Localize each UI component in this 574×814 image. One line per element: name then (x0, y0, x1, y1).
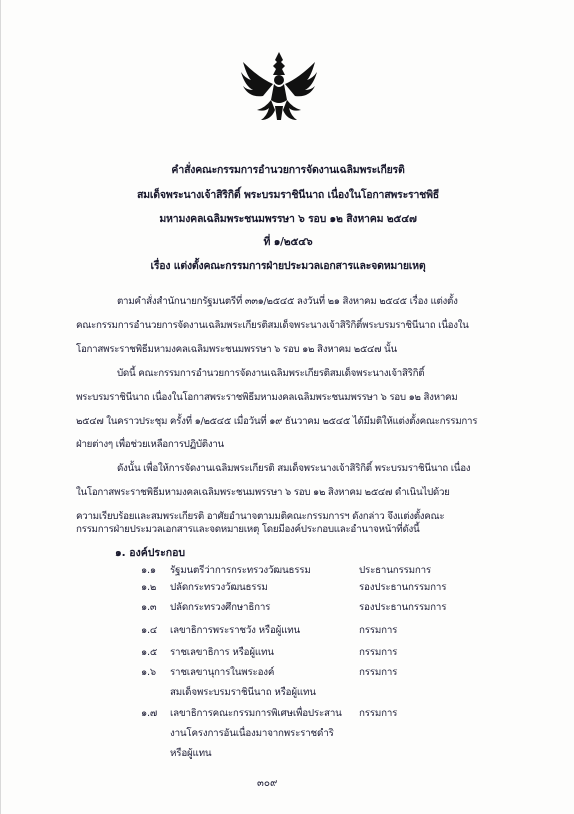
paragraph-2-line-4: ฝ่ายต่างๆ เพื่อช่วยเหลือการปฏิบัติงาน (76, 439, 224, 450)
paragraph-1-line-2: คณะกรรมการอำนวยการจัดงานเฉลิมพระเกียรติสมเด็จพระนางเจ้าสิริกิติ์พระบรมราชินีนาถ เนื่องใน (76, 320, 469, 331)
member-name: เลขาธิการพระราชวัง หรือผู้แทน (170, 625, 301, 636)
member-role: ประธานกรรมการ (359, 565, 431, 576)
paragraph-3-line-4: กรรมการฝ่ายประมวลเอกสารและจดหมายเหตุ โดยมีองค์ประกอบและอำนาจหน้าที่ดังนี้ (76, 524, 420, 535)
member-name: ปลัดกระทรวงวัฒนธรรม (170, 582, 268, 593)
garuda-emblem-icon (237, 50, 321, 128)
member-role: กรรมการ (359, 625, 398, 636)
member-role: รองประธานกรรมการ (359, 602, 447, 613)
member-number: ๑.๒ (141, 582, 157, 593)
page-number: ๓๐๙ (257, 778, 278, 789)
paragraph-3-line-2: ในโอกาสพระราชพิธีมหามงคลเฉลิมพระชนมพรรษา ๖ รอบ ๑๒ สิงหาคม ๒๕๔๗ ดำเนินไปด้วย (76, 487, 450, 498)
member-name: รัฐมนตรีว่าการกระทรวงวัฒนธรรม (170, 565, 311, 576)
member-name-line-2: งานโครงการอันเนื่องมาจากพระราชดำริ (170, 728, 334, 739)
paragraph-1-line-1: ตามคำสั่งสำนักนายกรัฐมนตรีที่ ๓๓๑/๒๕๔๕ ลงวันที่ ๒๑ สิงหาคม ๒๕๔๕ เรื่อง แต่งตั้ง (117, 296, 458, 307)
member-name-line-2: สมเด็จพระบรมราชินีนาถ หรือผู้แทน (170, 687, 316, 698)
member-name: ปลัดกระทรวงศึกษาธิการ (170, 602, 271, 613)
member-role: กรรมการ (359, 708, 398, 719)
member-number: ๑.๔ (141, 625, 158, 636)
member-role: กรรมการ (359, 647, 398, 658)
member-name: เลขาธิการคณะกรรมการพิเศษเพื่อประสาน (170, 708, 342, 719)
order-title-line2: สมเด็จพระนางเจ้าสิริกิติ์ พระบรมราชินีนาถ เนื่องในโอกาสพระราชพิธี (136, 189, 440, 201)
order-number: ที่ ๑/๒๕๔๖ (263, 236, 313, 248)
member-name: ราชเลขาธิการ หรือผู้แทน (170, 647, 274, 658)
member-role: รองประธานกรรมการ (359, 582, 447, 593)
member-number: ๑.๑ (141, 565, 156, 576)
order-subject: เรื่อง แต่งตั้งคณะกรรมการฝ่ายประมวลเอกสารและจดหมายเหตุ (150, 260, 426, 272)
paragraph-3-line-3: ความเรียบร้อยและสมพระเกียรติ อาศัยอำนาจตามมติคณะกรรมการฯ ดังกล่าว จึงแต่งตั้งคณะ (76, 511, 445, 522)
paragraph-2-line-1: บัดนี้ คณะกรรมการอำนวยการจัดงานเฉลิมพระเกียรติสมเด็จพระนางเจ้าสิริกิติ์ (117, 368, 425, 379)
paragraph-2-line-3: ๒๕๔๗ ในคราวประชุม ครั้งที่ ๑/๒๕๔๕ เมื่อวันที่ ๑๙ ธันวาคม ๒๕๔๕ ได้มีมติให้แต่งตั้งคณะกรรมการ (76, 416, 478, 427)
order-title-line1: คำสั่งคณะกรรมการอำนวยการจัดงานเฉลิมพระเกียรติ (171, 164, 405, 176)
composition-heading: ๑. องค์ประกอบ (115, 547, 186, 559)
member-number: ๑.๓ (141, 602, 157, 613)
order-title-line3: มหามงคลเฉลิมพระชนมพรรษา ๖ รอบ ๑๒ สิงหาคม ๒๕๔๗ (159, 213, 417, 225)
member-name-line-3: หรือผู้แทน (170, 748, 212, 759)
member-number: ๑.๗ (141, 708, 158, 719)
paragraph-1-line-3: โอกาสพระราชพิธีมหามงคลเฉลิมพระชนมพรรษา ๖ รอบ ๑๒ สิงหาคม ๒๕๔๗ นั้น (76, 344, 397, 355)
member-number: ๑.๖ (141, 667, 156, 678)
member-number: ๑.๕ (141, 647, 158, 658)
paragraph-3-line-1: ดังนั้น เพื่อให้การจัดงานเฉลิมพระเกียรติ สมเด็จพระนางเจ้าสิริกิติ์ พระบรมราชินีนาถ เนื่อง (117, 463, 471, 474)
member-name: ราชเลขานุการในพระองค์ (170, 667, 275, 678)
member-role: กรรมการ (359, 667, 398, 678)
paragraph-2-line-2: พระบรมราชินีนาถ เนื่องในโอกาสพระราชพิธีมหามงคลเฉลิมพระชนมพรรษา ๖ รอบ ๑๒ สิงหาคม (76, 392, 458, 403)
